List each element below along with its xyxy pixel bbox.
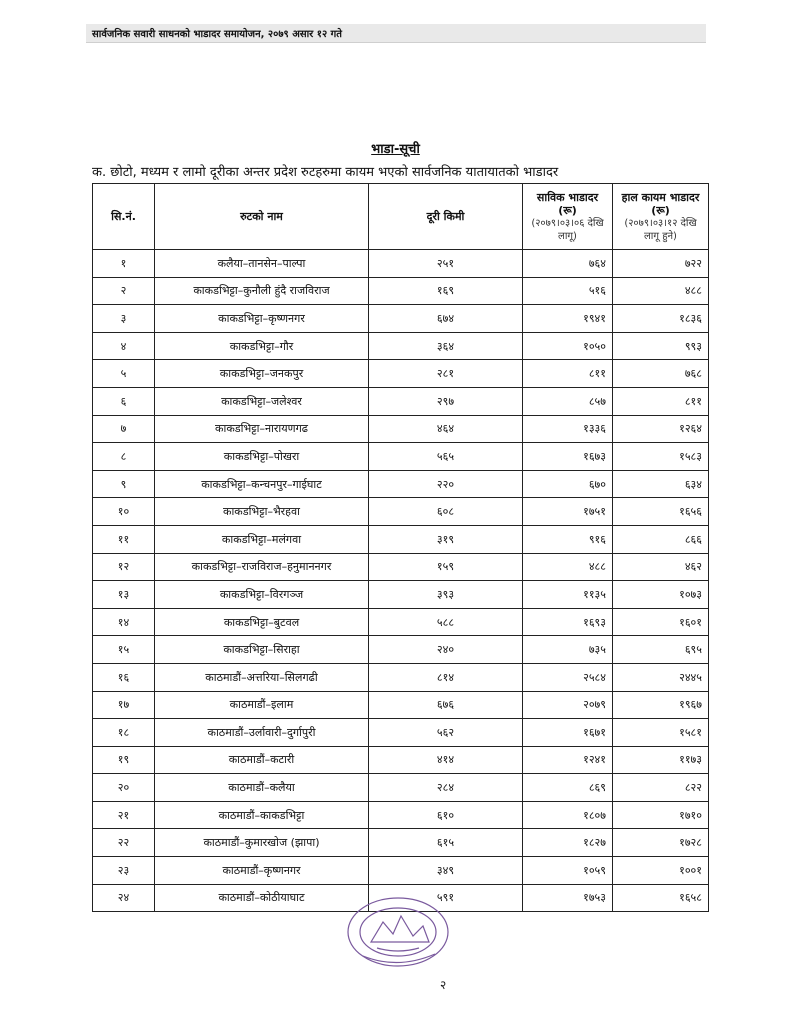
cell-prev-fare: १८०७ [523, 801, 613, 829]
cell-distance: ५६२ [369, 719, 523, 747]
cell-route: काकडभिट्टा–नारायणगढ [155, 415, 369, 443]
cell-sn: ८ [93, 443, 155, 471]
table-row [93, 415, 709, 443]
cell-prev-fare: ५१६ [523, 277, 613, 305]
cell-sn: १६ [93, 663, 155, 691]
cell-route: काकडभिट्टा–विरगञ्ज [155, 581, 369, 609]
cell-prev-fare: १७५१ [523, 498, 613, 526]
page-number: २ [440, 978, 447, 992]
cell-prev-fare: १०५० [523, 332, 613, 360]
cell-prev-fare: ८५७ [523, 387, 613, 415]
cell-prev-fare: १६९३ [523, 608, 613, 636]
cell-route: काठमाडौं–इलाम [155, 691, 369, 719]
cell-route: काठमाडौं–कोठीयाघाट [155, 884, 369, 912]
cell-route: काठमाडौं–कटारी [155, 746, 369, 774]
cell-distance: ५९१ [369, 884, 523, 912]
cell-distance: ६७४ [369, 305, 523, 333]
cell-curr-fare: १५८१ [613, 719, 709, 747]
cell-curr-fare: ११७३ [613, 746, 709, 774]
table-row [93, 829, 709, 857]
table-row [93, 719, 709, 747]
cell-route: काकडभिट्टा–कृष्णनगर [155, 305, 369, 333]
cell-prev-fare: ७३५ [523, 636, 613, 664]
cell-distance: ६१० [369, 801, 523, 829]
cell-sn: ६ [93, 387, 155, 415]
header-curr-fare-note: (२०७९।०३।१२ देखि लागू हुने) [624, 217, 697, 242]
cell-distance: ३९३ [369, 581, 523, 609]
cell-curr-fare: १७१० [613, 801, 709, 829]
official-seal-icon [343, 894, 453, 974]
cell-sn: २३ [93, 857, 155, 885]
cell-curr-fare: ४६२ [613, 553, 709, 581]
header-curr-fare-label: हाल कायम भाडादर (रू) [621, 190, 700, 217]
document-subtitle: क. छोटो, मध्यम र लामो दूरीका अन्तर प्रदेश रुटहरुमा कायम भएको सार्वजनिक यातायातको भाडादर [92, 165, 559, 180]
cell-route: काकडभिट्टा–पोखरा [155, 443, 369, 471]
table-row [93, 498, 709, 526]
cell-prev-fare: ९१६ [523, 525, 613, 553]
cell-curr-fare: १७२८ [613, 829, 709, 857]
cell-route: काठमाडौं–कलैया [155, 774, 369, 802]
cell-route: काठमाडौं–काकडभिट्टा [155, 801, 369, 829]
cell-prev-fare: १७५३ [523, 884, 613, 912]
table-row [93, 857, 709, 885]
cell-curr-fare: १५८३ [613, 443, 709, 471]
cell-distance: २५१ [369, 250, 523, 278]
cell-curr-fare: ७६८ [613, 360, 709, 388]
header-text: सार्वजनिक सवारी साधनको भाडादर समायोजन, २०७९ असार १२ गते [92, 29, 342, 40]
cell-curr-fare: १६५८ [613, 884, 709, 912]
cell-sn: २१ [93, 801, 155, 829]
cell-distance: २८४ [369, 774, 523, 802]
cell-route: काठमाडौं–अत्तरिया–सिलगढी [155, 663, 369, 691]
document-title: भाडा-सूची [371, 142, 420, 157]
cell-route: काठमाडौं–उर्लावारी–दुर्गापुरी [155, 719, 369, 747]
cell-prev-fare: १६७१ [523, 719, 613, 747]
header-route: रुटको नाम [155, 184, 369, 250]
cell-distance: २४० [369, 636, 523, 664]
cell-sn: २ [93, 277, 155, 305]
table-row [93, 774, 709, 802]
table-row [93, 332, 709, 360]
cell-prev-fare: २०७९ [523, 691, 613, 719]
cell-distance: ६१५ [369, 829, 523, 857]
cell-sn: १५ [93, 636, 155, 664]
cell-sn: २० [93, 774, 155, 802]
table-header-row [93, 184, 709, 250]
cell-curr-fare: १८३६ [613, 305, 709, 333]
cell-distance: ८१४ [369, 663, 523, 691]
table-row [93, 277, 709, 305]
cell-distance: २२० [369, 470, 523, 498]
table-row [93, 470, 709, 498]
cell-distance: २९७ [369, 387, 523, 415]
table-row [93, 360, 709, 388]
table-row [93, 305, 709, 333]
header-prev-fare-note: (२०७९।०३।०६ देखि लागू) [531, 217, 604, 242]
cell-route: कलैया–तानसेन–पाल्पा [155, 250, 369, 278]
table-row [93, 636, 709, 664]
cell-sn: १९ [93, 746, 155, 774]
cell-prev-fare: १९४१ [523, 305, 613, 333]
header-sn: सि.नं. [93, 184, 155, 250]
cell-distance: ३४९ [369, 857, 523, 885]
page-header [86, 24, 706, 43]
cell-sn: ४ [93, 332, 155, 360]
cell-curr-fare: १६०१ [613, 608, 709, 636]
cell-sn: १८ [93, 719, 155, 747]
cell-route: काठमाडौं–कुमारखोज (झापा) [155, 829, 369, 857]
cell-sn: १७ [93, 691, 155, 719]
cell-curr-fare: ४८८ [613, 277, 709, 305]
cell-sn: ९ [93, 470, 155, 498]
header-prev-fare [523, 184, 613, 250]
table-body [93, 250, 709, 912]
cell-route: काकडभिट्टा–सिराहा [155, 636, 369, 664]
fare-table [92, 183, 709, 912]
cell-prev-fare: १८२७ [523, 829, 613, 857]
cell-route: काकडभिट्टा–भैरहवा [155, 498, 369, 526]
cell-sn: ११ [93, 525, 155, 553]
cell-distance: ३१९ [369, 525, 523, 553]
cell-curr-fare: २४४५ [613, 663, 709, 691]
cell-prev-fare: ६७० [523, 470, 613, 498]
cell-prev-fare: १२४१ [523, 746, 613, 774]
table-row [93, 608, 709, 636]
cell-sn: १३ [93, 581, 155, 609]
cell-curr-fare: १९६७ [613, 691, 709, 719]
cell-curr-fare: १००१ [613, 857, 709, 885]
header-prev-fare-label: साविक भाडादर (रू) [536, 190, 599, 217]
header-distance: दूरी किमी [369, 184, 523, 250]
cell-curr-fare: १६५६ [613, 498, 709, 526]
cell-sn: १४ [93, 608, 155, 636]
cell-sn: ५ [93, 360, 155, 388]
cell-distance: ४१४ [369, 746, 523, 774]
cell-curr-fare: ७२२ [613, 250, 709, 278]
cell-distance: १६९ [369, 277, 523, 305]
table-row [93, 691, 709, 719]
table-row [93, 250, 709, 278]
cell-sn: १० [93, 498, 155, 526]
cell-route: काकडभिट्टा–बुटवल [155, 608, 369, 636]
cell-prev-fare: ८११ [523, 360, 613, 388]
cell-route: काकडभिट्टा–जलेश्वर [155, 387, 369, 415]
cell-curr-fare: ८२२ [613, 774, 709, 802]
cell-distance: २८१ [369, 360, 523, 388]
cell-prev-fare: ११३५ [523, 581, 613, 609]
cell-sn: २४ [93, 884, 155, 912]
cell-curr-fare: ९९३ [613, 332, 709, 360]
cell-distance: ४६४ [369, 415, 523, 443]
cell-distance: ६७६ [369, 691, 523, 719]
table-row [93, 801, 709, 829]
cell-prev-fare: १३३६ [523, 415, 613, 443]
header-curr-fare [613, 184, 709, 250]
table-row [93, 663, 709, 691]
table-row [93, 525, 709, 553]
cell-curr-fare: ८६६ [613, 525, 709, 553]
cell-route: काकडभिट्टा–राजविराज–हनुमाननगर [155, 553, 369, 581]
cell-route: काकडभिट्टा–गौर [155, 332, 369, 360]
cell-prev-fare: ७६४ [523, 250, 613, 278]
cell-distance: ३६४ [369, 332, 523, 360]
cell-route: काकडभिट्टा–कुनौली हुंदै राजविराज [155, 277, 369, 305]
table-row [93, 443, 709, 471]
cell-distance: ५६५ [369, 443, 523, 471]
cell-route: काकडभिट्टा–जनकपुर [155, 360, 369, 388]
cell-curr-fare: ८११ [613, 387, 709, 415]
cell-route: काकडभिट्टा–कन्चनपुर–गाईघाट [155, 470, 369, 498]
cell-curr-fare: १२६४ [613, 415, 709, 443]
cell-sn: १ [93, 250, 155, 278]
cell-prev-fare: ८६९ [523, 774, 613, 802]
cell-distance: ५८८ [369, 608, 523, 636]
cell-prev-fare: १०५९ [523, 857, 613, 885]
cell-prev-fare: १६७३ [523, 443, 613, 471]
cell-curr-fare: ६९५ [613, 636, 709, 664]
cell-route: काठमाडौं–कृष्णनगर [155, 857, 369, 885]
table-row [93, 581, 709, 609]
table-row [93, 746, 709, 774]
cell-curr-fare: १०७३ [613, 581, 709, 609]
cell-distance: ६०८ [369, 498, 523, 526]
cell-sn: २२ [93, 829, 155, 857]
cell-sn: ७ [93, 415, 155, 443]
cell-curr-fare: ६३४ [613, 470, 709, 498]
cell-distance: १५९ [369, 553, 523, 581]
table-row [93, 553, 709, 581]
cell-sn: ३ [93, 305, 155, 333]
table-row [93, 387, 709, 415]
cell-sn: १२ [93, 553, 155, 581]
cell-prev-fare: २५८४ [523, 663, 613, 691]
cell-route: काकडभिट्टा–मलंगवा [155, 525, 369, 553]
cell-prev-fare: ४८८ [523, 553, 613, 581]
